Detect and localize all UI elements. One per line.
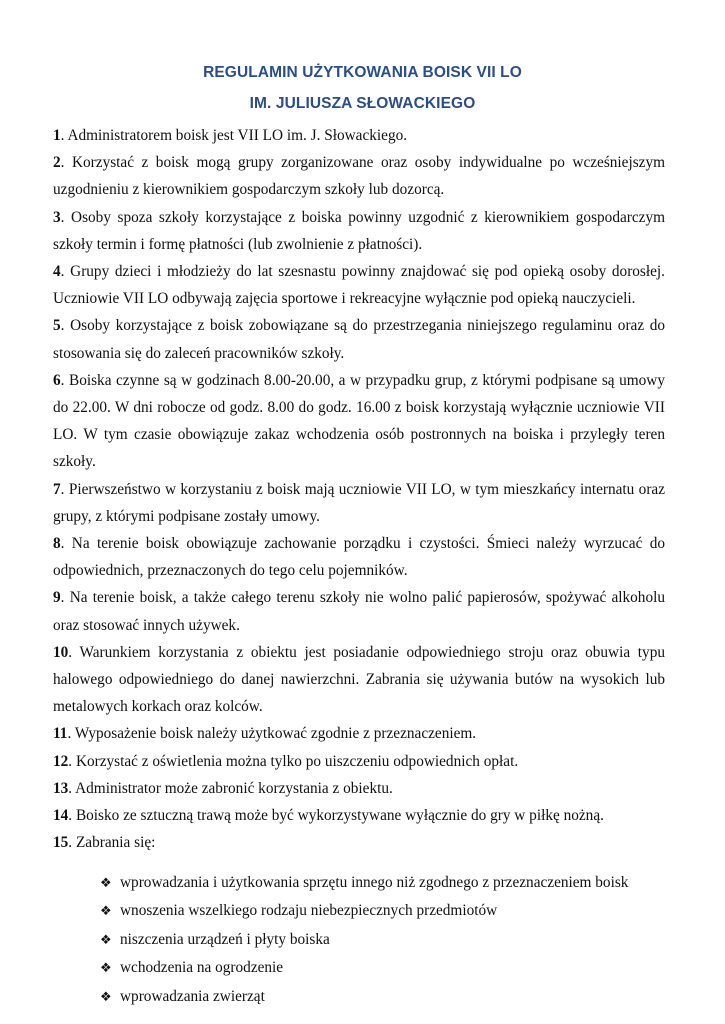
rule-number: 1 [53,127,61,144]
rule-number: 10 [53,643,69,661]
rule-text: . Na terenie boisk, a także całego terenu szkoły nie wolno palić papierosów, spożywać alkoholu oraz stosować innych używek. [53,589,665,634]
rule-11 [53,720,665,747]
rule-number: 6 [53,371,61,389]
prohibition-text: niszczenia urządzeń i płyty boiska [120,930,330,948]
document-title-line-1: REGULAMIN UŻYTKOWANIA BOISK VII LO [203,64,522,81]
rule-text: . Boiska czynne są w godzinach 8.00-20.00, a w przypadku grup, z którymi podpisane są umowy do 22.00. W dni robocze od godz. 8.00 do godz. 16.00 z boisk korzystają wyłącznie uczniowie VII LO. W tym czasie obowiązuje zakaz wchodzenia osób postronnych na boiska i przyległy teren szkoły. [53,371,665,471]
rule-9 [53,584,665,638]
rule-8 [53,530,665,584]
rule-number: 5 [53,317,61,335]
rule-number: 15 [53,834,69,852]
diamond-bullet-icon: ❖ [100,989,112,1005]
rule-text: . Boisko ze sztuczną trawą może być wykorzystywane wyłącznie do gry w piłkę nożną. [68,807,604,825]
rule-text: . Korzystać z oświetlenia można tylko po uiszczeniu odpowiednich opłat. [68,752,519,770]
rule-12 [53,748,665,775]
rule-text: . Zabrania się: [68,834,156,852]
rule-number: 11 [53,725,68,743]
diamond-bullet-icon: ❖ [100,904,112,920]
prohibition-text: wprowadzania zwierząt [120,987,265,1005]
rule-number: 2 [53,154,61,172]
rule-1 [53,122,665,149]
prohibitions-list [100,869,680,1011]
rule-number: 13 [53,779,69,797]
rule-15 [53,829,665,856]
rule-text: . Administrator może zabronić korzystania z obiektu. [68,779,393,797]
prohibition-text: wchodzenia na ogrodzenie [120,959,284,977]
rule-number: 8 [53,535,61,553]
rule-6 [53,367,665,476]
list-item [100,897,680,925]
rule-4 [53,258,665,312]
rule-7 [53,476,665,530]
diamond-bullet-icon: ❖ [100,876,112,891]
diamond-bullet-icon: ❖ [100,961,112,977]
rule-3 [53,204,665,258]
rule-13 [53,775,665,802]
rule-number: 12 [53,752,69,770]
rule-text: . Na terenie boisk obowiązuje zachowanie porządku i czystości. Śmieci należy wyrzucać do odpowiednich, przeznaczonych do tego celu pojemników. [53,535,665,580]
rule-text: . Osoby spoza szkoły korzystające z boiska powinny uzgodnić z kierownikiem gospodarczym szkoły termin i formę płatności (lub zwolnienie z płatności). [53,208,665,253]
rule-text: . Grupy dzieci i młodzieży do lat szesnastu powinny znajdować się pod opieką osoby dorosłej. Uczniowie VII LO odbywają zajęcia sportowe i rekreacyjne wyłącznie pod opieką nauczycieli. [53,263,665,308]
rule-10 [53,639,665,721]
rule-number: 4 [53,263,61,281]
rule-5 [53,312,665,366]
rule-2 [53,149,665,203]
rule-number: 9 [53,589,61,607]
list-item [100,869,680,897]
rule-text: . Warunkiem korzystania z obiektu jest posiadanie odpowiedniego stroju oraz obuwia typu halowego odpowiedniego do danej nawierzchni. Zabrania się używania butów na wysokich lub metalowych korkach oraz kolców. [53,643,665,716]
list-item [100,983,680,1011]
rule-text: . Wyposażenie boisk należy użytkować zgodnie z przeznaczeniem. [67,725,477,743]
prohibition-text: wprowadzania i użytkowania sprzętu innego niż zgodnego z przeznaczeniem boisk [120,874,629,891]
rule-text: . Korzystać z boisk mogą grupy zorganizowane oraz osoby indywidualne po wcześniejszym uzgodnieniu z kierownikiem gospodarczym szkoły lub dozorcą. [53,154,665,199]
rule-text: . Pierwszeństwo w korzystaniu z boisk mają uczniowie VII LO, w tym mieszkańcy internatu oraz grupy, z którymi podpisane zostały umowy. [53,480,665,525]
prohibition-text: wnoszenia wszelkiego rodzaju niebezpiecznych przedmiotów [120,902,498,920]
list-item [100,954,680,982]
rule-14 [53,802,665,829]
rules-list [53,122,665,856]
document-title-line-2: IM. JULIUSZA SŁOWACKIEGO [249,95,476,112]
rule-text: . Administratorem boisk jest VII LO im. J. Słowackiego. [60,127,408,144]
rule-number: 3 [53,208,61,226]
diamond-bullet-icon: ❖ [100,932,112,948]
rule-number: 7 [53,480,61,498]
list-item [100,926,680,954]
rule-number: 14 [53,807,69,825]
rule-text: . Osoby korzystające z boisk zobowiązane są do przestrzegania niniejszego regulaminu oraz do stosowania się do zaleceń pracowników szkoły. [53,317,665,362]
